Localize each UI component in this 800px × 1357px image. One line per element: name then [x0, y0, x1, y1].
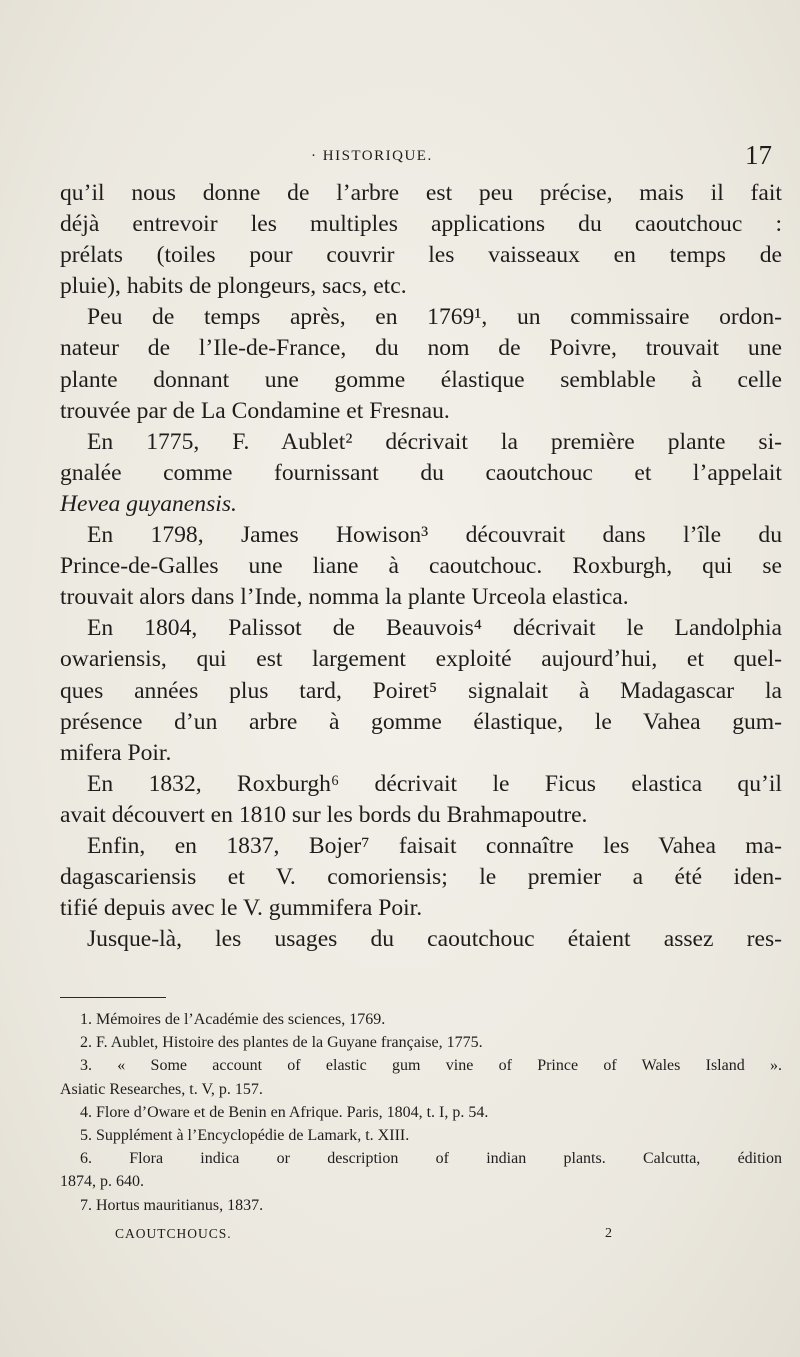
text-line: Enfin, en 1837, Bojer⁷ faisait connaître les Vahea ma-	[87, 832, 782, 859]
text-line: Jusque-là, les usages du caoutchouc étaient assez res-	[87, 926, 782, 953]
footnote: 1. Mémoires de l’Académie des sciences, 1769.	[80, 1011, 386, 1028]
text-line: présence d’un arbre à gomme élastique, le Vahea gum-	[60, 708, 782, 735]
text-line: trouvée par de La Condamine et Fresnau.	[60, 397, 450, 424]
page-footer	[60, 1226, 782, 1250]
running-title: · HISTORIQUE.	[311, 148, 433, 164]
text-line: prélats (toiles pour couvrir les vaisseaux en temps de	[60, 242, 782, 269]
text-line: trouvait alors dans l’Inde, nomma la plante Urceola elastica.	[60, 584, 629, 611]
text-line: nateur de l’Ile-de-France, du nom de Poivre, trouvait une	[60, 335, 782, 362]
sheet-number: 2	[605, 1226, 612, 1241]
text-line: Prince-de-Galles une liane à caoutchouc. Roxburgh, qui se	[60, 553, 782, 580]
text-line: En 1798, James Howison³ découvrait dans l’île du	[87, 522, 782, 549]
text-line: tifié depuis avec le V. gummifera Poir.	[60, 895, 423, 922]
footnote: 2. F. Aublet, Histoire des plantes de la Guyane française, 1775.	[80, 1034, 483, 1052]
text-line: ques années plus tard, Poiret⁵ signalait à Madagascar la	[60, 677, 782, 704]
body-text	[60, 178, 782, 955]
text-line: Peu de temps après, en 1769¹, un commissaire ordon-	[87, 304, 782, 331]
species-name: Hevea guyanensis.	[60, 490, 237, 517]
footnote: 7. Hortus mauritianus, 1837.	[80, 1196, 264, 1214]
text-line: mifera Poir.	[60, 739, 172, 766]
footnote: 4. Flore d’Oware et de Benin en Afrique. Paris, 1804, t. I, p. 54.	[80, 1103, 489, 1121]
signature-mark: CAOUTCHOUCS.	[115, 1226, 232, 1241]
footnote: 5. Supplément à l’Encyclopédie de Lamark, t. XIII.	[80, 1127, 410, 1145]
text-line: pluie), habits de plongeurs, sacs, etc.	[60, 273, 407, 300]
text-line: En 1775, F. Aublet² décrivait la première plante si-	[87, 428, 782, 455]
footnote-divider	[60, 997, 166, 998]
page-number: 17	[745, 140, 772, 170]
footnote-continuation: 1874, p. 640.	[60, 1173, 144, 1191]
text-line: déjà entrevoir les multiples applications du caoutchouc :	[60, 211, 782, 238]
text-line-italic	[60, 489, 782, 520]
text-line: avait découvert en 1810 sur les bords du Brahmapoutre.	[60, 801, 588, 828]
footnote: 3. « Some account of elastic gum vine of Prince of Wales Island ».	[80, 1057, 782, 1075]
text-line: gnalée comme fournissant du caoutchouc et l’appelait	[60, 459, 782, 486]
footnote-continuation: Asiatic Researches, t. V, p. 157.	[60, 1080, 263, 1098]
running-head	[60, 140, 782, 176]
footnote: 6. Flora indica or description of indian plants. Calcutta, édition	[80, 1150, 782, 1168]
footnotes	[60, 1008, 782, 1217]
text-line: qu’il nous donne de l’arbre est peu précise, mais il fait	[60, 180, 782, 206]
text-line: En 1804, Palissot de Beauvois⁴ décrivait le Landolphia	[87, 615, 782, 642]
text-line: En 1832, Roxburgh⁶ décrivait le Ficus elastica qu’il	[87, 770, 782, 797]
text-line: dagascariensis et V. comoriensis; le premier a été iden-	[60, 864, 782, 891]
text-line: owariensis, qui est largement exploité aujourd’hui, et quel-	[60, 646, 782, 673]
text-line: plante donnant une gomme élastique semblable à celle	[60, 366, 782, 393]
